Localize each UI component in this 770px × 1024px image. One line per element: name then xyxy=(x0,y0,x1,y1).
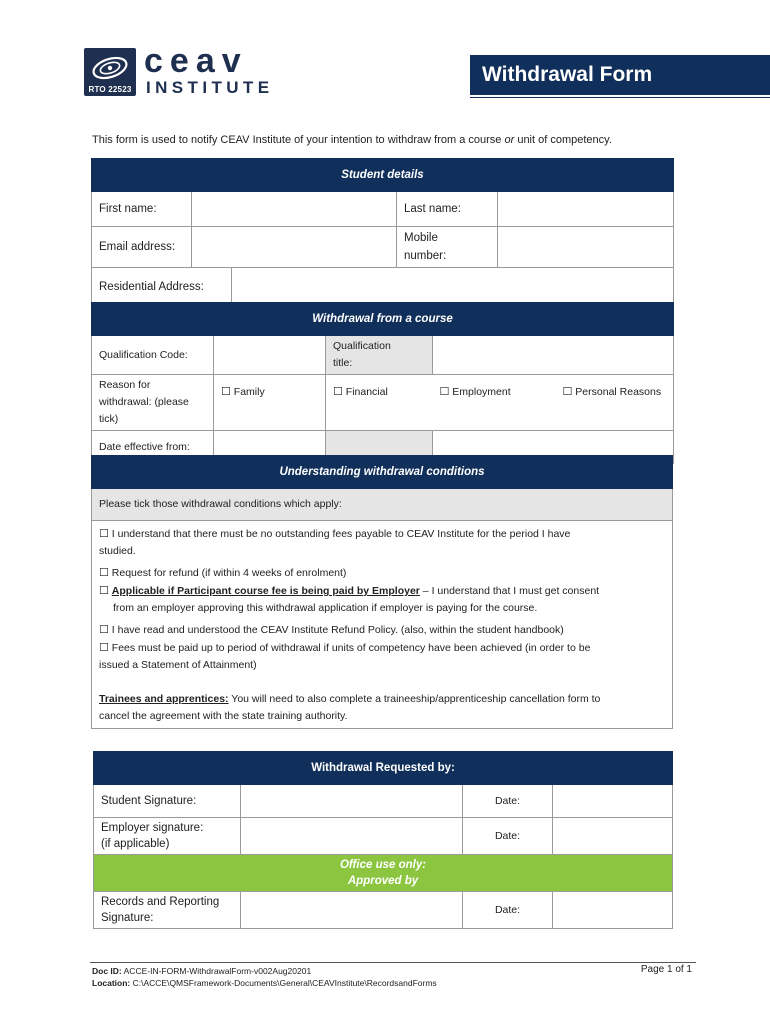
reason-label: Reason for withdrawal: (please tick) xyxy=(92,375,214,431)
checkbox-icon[interactable]: ☐ xyxy=(99,641,109,654)
conditions-list xyxy=(92,521,673,729)
email-field[interactable] xyxy=(192,227,397,268)
checkbox-icon[interactable]: ☐ xyxy=(562,385,573,398)
qual-title-label: Qualification title: xyxy=(326,336,433,375)
reason-financial[interactable]: ☐ Financial xyxy=(326,375,433,431)
first-name-label: First name: xyxy=(92,192,192,227)
logo-ceav: ceav xyxy=(144,42,248,80)
reason-personal[interactable]: ☐ Personal Reasons xyxy=(556,375,674,431)
footer-rule xyxy=(90,962,696,963)
conditions-prompt: Please tick those withdrawal conditions which apply: xyxy=(92,489,673,521)
qual-code-field[interactable] xyxy=(214,336,326,375)
student-date-field[interactable] xyxy=(553,785,673,818)
mobile-label: Mobile number: xyxy=(397,227,498,268)
form-title: Withdrawal Form xyxy=(470,55,770,95)
student-details-heading: Student details xyxy=(92,159,674,192)
checkbox-icon[interactable]: ☐ xyxy=(99,566,109,579)
intro-text: This form is used to notify CEAV Institute of your intention to withdraw from a course or unit of competency. xyxy=(92,134,612,146)
checkbox-icon[interactable]: ☐ xyxy=(333,385,343,398)
title-rule xyxy=(470,97,770,98)
address-label: Residential Address: xyxy=(92,268,232,306)
reason-employment[interactable]: ☐ Employment xyxy=(433,375,556,431)
last-name-label: Last name: xyxy=(397,192,498,227)
employer-signature-field[interactable] xyxy=(241,818,463,855)
course-table xyxy=(91,302,674,464)
footer-location: Location: C:\ACCE\QMSFramework-Documents\General\CEAVInstitute\RecordsandForms xyxy=(92,978,437,988)
checkbox-icon[interactable]: ☐ xyxy=(439,385,450,398)
requested-table xyxy=(93,751,673,929)
checkbox-icon[interactable]: ☐ xyxy=(99,584,109,597)
requested-heading: Withdrawal Requested by: xyxy=(94,752,673,785)
records-signature-field[interactable] xyxy=(241,892,463,929)
records-date-label: Date: xyxy=(463,892,553,929)
intro-emph: or xyxy=(504,134,515,146)
conditions-table xyxy=(91,455,673,729)
logo-institute: INSTITUTE xyxy=(146,78,274,97)
ceav-logo xyxy=(84,42,274,98)
footer-page-number: Page 1 of 1 xyxy=(640,964,692,975)
condition-employer[interactable]: ☐ Applicable if Participant course fee is being paid by Employer – I understand that I must get consent from an employer approving this withdrawal application if employer is paying for the course. xyxy=(99,584,600,614)
employer-date-field[interactable] xyxy=(553,818,673,855)
student-details-table xyxy=(91,158,674,306)
reason-family[interactable]: ☐ Family xyxy=(214,375,326,431)
date-effective-label: Date effective from: xyxy=(92,431,214,464)
records-date-field[interactable] xyxy=(553,892,673,929)
student-signature-label: Student Signature: xyxy=(94,785,241,818)
qual-title-field[interactable] xyxy=(433,336,674,375)
qual-code-label: Qualification Code: xyxy=(92,336,214,375)
logo-swirl-icon xyxy=(90,53,130,81)
employer-date-label: Date: xyxy=(463,818,553,855)
condition-refund-policy[interactable]: ☐ I have read and understood the CEAV Institute Refund Policy. (also, within the student handbook) xyxy=(99,623,564,636)
condition-statement[interactable]: ☐ Fees must be paid up to period of withdrawal if units of competency have been achieved (in order to be issued a Statement of Attainment) xyxy=(99,641,591,671)
trainees-note: Trainees and apprentices: You will need to also complete a traineeship/apprenticeship cancellation form to cancel the agreement with the state training authority. xyxy=(99,693,601,722)
email-label: Email address: xyxy=(92,227,192,268)
address-field[interactable] xyxy=(232,268,674,306)
records-signature-label: Records and Reporting Signature: xyxy=(94,892,241,929)
last-name-field[interactable] xyxy=(498,192,674,227)
condition-refund[interactable]: ☐ Request for refund (if within 4 weeks of enrolment) xyxy=(99,566,347,579)
employer-signature-label: Employer signature: (if applicable) xyxy=(94,818,241,855)
office-use-banner: Office use only: Approved by xyxy=(94,855,673,892)
first-name-field[interactable] xyxy=(192,192,397,227)
student-date-label: Date: xyxy=(463,785,553,818)
checkbox-icon[interactable]: ☐ xyxy=(99,527,109,540)
conditions-heading: Understanding withdrawal conditions xyxy=(92,456,673,489)
student-signature-field[interactable] xyxy=(241,785,463,818)
course-heading: Withdrawal from a course xyxy=(92,303,674,336)
checkbox-icon[interactable]: ☐ xyxy=(221,385,231,398)
checkbox-icon[interactable]: ☐ xyxy=(99,623,109,636)
logo-badge xyxy=(84,48,136,96)
condition-fees[interactable]: ☐ I understand that there must be no outstanding fees payable to CEAV Institute for the period I have studied. xyxy=(99,527,571,557)
mobile-field[interactable] xyxy=(498,227,674,268)
footer-doc-info xyxy=(92,965,437,989)
footer-doc-id: Doc ID: ACCE-IN-FORM-WithdrawalForm-v002Aug20201 xyxy=(92,966,312,976)
logo-rto: RTO 22523 xyxy=(88,85,132,94)
